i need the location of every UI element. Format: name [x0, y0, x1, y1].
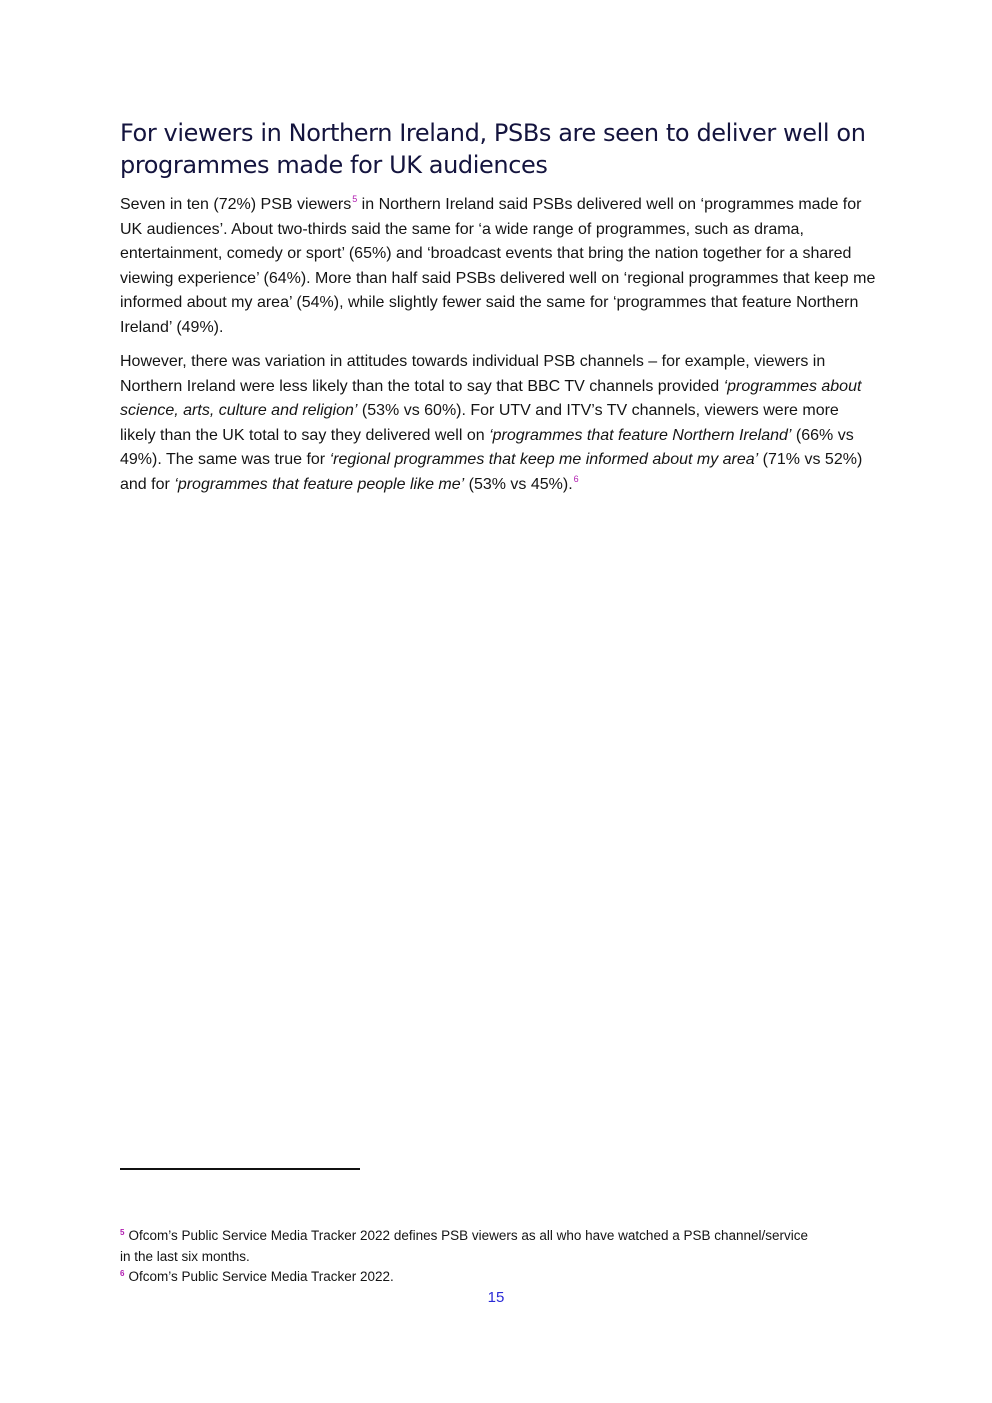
paragraph-2-quote-c: ‘regional programmes that keep me informed about my area’ [329, 451, 759, 468]
paragraph-1-text-b: in Northern Ireland said PSBs delivered well on ‘programmes made for UK audiences’. About two-thirds said the same for ‘a wide range of programmes, such as drama, entertainment, comedy or sport’ (65%) and ‘broadcast events that bring the nation together for a shared viewing experience’ (64%). More than half said PSBs delivered well on ‘regional programmes that keep me informed about my area’ (54%), while slightly fewer said the same for ‘programmes that feature Northern Ireland’ (49%). [120, 196, 876, 336]
paragraph-2-text-a: However, there was variation in attitudes towards individual PSB channels – for example, viewers in Northern Ireland were less likely than the total to say that BBC TV channels provided [120, 353, 826, 395]
footnote-separator [120, 1168, 360, 1170]
footnote-6-mark: 6 [120, 1269, 125, 1278]
section-heading: For viewers in Northern Ireland, PSBs are seen to deliver well on programmes made for UK audiences [120, 119, 866, 179]
footnote-6-text: Ofcom’s Public Service Media Tracker 2022. [128, 1269, 394, 1284]
paragraph-2-quote-a: ‘programmes about science, arts, culture and religion’ [120, 377, 862, 419]
footnote-6 [120, 1267, 820, 1288]
body-paragraph-2 [120, 350, 876, 497]
paragraph-2-text-c: (66% vs 49%). The same was true for [120, 426, 854, 468]
paragraph-2-quote-d: ‘programmes that feature people like me’ [174, 475, 465, 493]
paragraph-2-quote-b: ‘programmes that feature Northern Ireland’ [489, 426, 792, 444]
page-number: 15 [487, 1289, 505, 1306]
footnote-5 [120, 1226, 820, 1267]
footnote-5-text: Ofcom’s Public Service Media Tracker 2022 defines PSB viewers as all who have watched a PSB channel/service in the last six months. [120, 1228, 809, 1264]
paragraph-2-text-e: (53% vs 45%). [464, 475, 573, 493]
paragraph-1-text-a: Seven in ten (72%) PSB viewers [120, 196, 352, 213]
footnote-ref-5[interactable]: 5 [352, 194, 358, 204]
paragraph-2-text-d: (71% vs 52%) and for [120, 451, 863, 493]
footnote-5-mark: 5 [120, 1228, 125, 1237]
footnote-ref-6[interactable]: 6 [573, 473, 579, 484]
body-paragraph-1 [120, 193, 876, 340]
paragraph-2-text-b: (53% vs 60%). For UTV and ITV’s TV channels, viewers were more likely than the UK total to say they delivered well on [120, 402, 839, 444]
